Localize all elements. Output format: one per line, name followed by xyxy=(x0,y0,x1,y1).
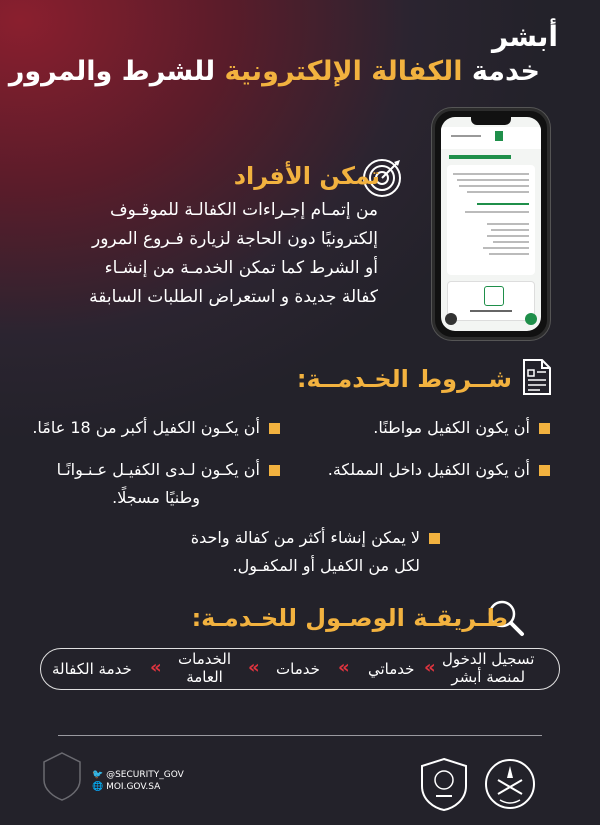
social-links xyxy=(92,769,184,793)
condition-address: أن يكـون لـدى الكفيـل عـنـوانًـا xyxy=(57,460,280,479)
conditions-heading: شــروط الخـدمــة: xyxy=(296,365,512,393)
description-line: إلكترونيًا دون الحاجة لزيارة فـروع المرور xyxy=(92,229,378,249)
individuals-heading: تمكن الأفراد xyxy=(233,162,380,190)
description-line: أو الشرط كما تمكن الخدمـة من إنشـاء xyxy=(104,258,378,278)
condition-citizen: أن يكون الكفيل مواطنًا. xyxy=(373,418,550,437)
step-guarantee-service: خدمة الكفالة xyxy=(52,660,132,678)
phone-screen xyxy=(441,117,541,331)
description-line: كفالة جديدة و استعراض الطلبات السابقة xyxy=(89,287,378,307)
website-link[interactable]: 🌐 MOI.GOV.SA xyxy=(92,782,161,792)
condition-age: أن يكـون الكفيل أكبر من 18 عامًا. xyxy=(32,418,280,437)
chevron-icon: « xyxy=(338,657,350,678)
step-public-services: الخدمات العامة xyxy=(178,650,232,686)
screen-info-card xyxy=(447,165,535,275)
new-guarantee-card xyxy=(447,281,535,321)
step-login: تسجيل الدخول لمنصة أبشر xyxy=(442,650,535,686)
step-my-services: خدماتي xyxy=(368,660,415,678)
phone-mockup xyxy=(432,108,550,340)
ministry-emblem xyxy=(484,756,536,812)
title-highlight: الكفالة الإلكترونية xyxy=(224,56,463,87)
step-services: خدمات xyxy=(276,660,320,678)
screen-header xyxy=(441,127,541,149)
public-security-emblem xyxy=(418,756,470,812)
shield-icon xyxy=(40,750,84,802)
chevron-icon: « xyxy=(150,657,162,678)
document-icon xyxy=(522,358,552,396)
page-title xyxy=(9,56,540,87)
title-part1: خدمة xyxy=(462,56,540,87)
footer-divider xyxy=(58,735,542,736)
individuals-description xyxy=(48,196,378,312)
title-part2: للشرط والمرور xyxy=(8,56,225,87)
absher-logo: أبشر xyxy=(491,20,558,53)
chevron-icon: « xyxy=(424,657,436,678)
access-heading: طـريقـة الوصـول للخـدمـة: xyxy=(191,604,508,632)
description-line: من إتمـام إجـراءات الكفالـة للموقـوف xyxy=(110,200,378,220)
condition-single-guarantee-cont: لكل من الكفيل أو المكفـول. xyxy=(232,556,420,575)
social-handle[interactable]: 🐦 @SECURITY_GOV xyxy=(92,770,184,780)
condition-single-guarantee: لا يمكن إنشاء أكثر من كفالة واحدة xyxy=(191,528,440,547)
condition-address-cont: وطنيًا مسجلًا. xyxy=(112,488,200,507)
chevron-icon: « xyxy=(248,657,260,678)
condition-inside-kingdom: أن يكون الكفيل داخل المملكة. xyxy=(328,460,550,479)
